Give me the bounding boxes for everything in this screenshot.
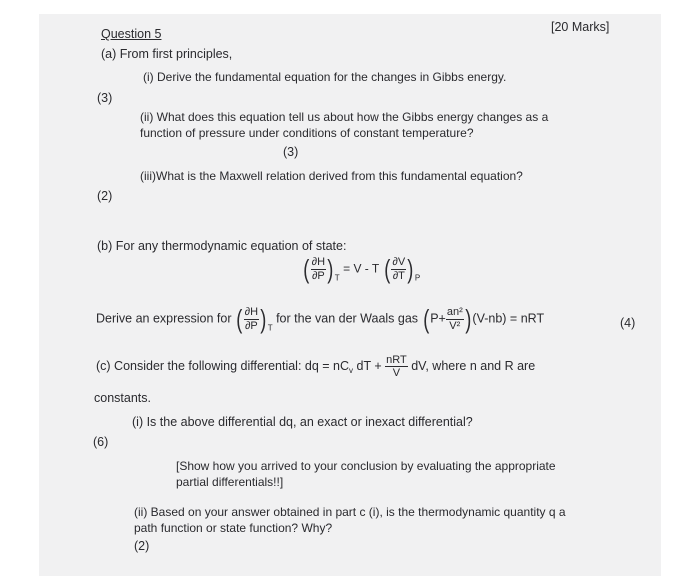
frac-num-dH: ∂H bbox=[311, 256, 326, 269]
nRT-V-fraction bbox=[385, 354, 408, 379]
vdw-rest: (V-nb) = nRT bbox=[472, 311, 545, 326]
part-b-marks: (4) bbox=[620, 316, 636, 330]
right-paren: ) bbox=[465, 304, 472, 334]
question-title: Question 5 bbox=[101, 27, 162, 41]
frac-num-dV: ∂V bbox=[392, 256, 406, 269]
subscript-T-2: T bbox=[267, 323, 273, 333]
dH-dP-fraction bbox=[311, 256, 326, 281]
frac-den-V2: V² bbox=[449, 319, 461, 332]
dV-dT-fraction bbox=[391, 256, 406, 281]
part-a-iii-marks: (2) bbox=[97, 189, 113, 203]
left-paren: ( bbox=[422, 304, 429, 334]
part-a-i-text: (i) Derive the fundamental equation for the changes in Gibbs energy. bbox=[143, 70, 507, 84]
eq-middle: = V - T bbox=[343, 261, 380, 276]
subscript-T: T bbox=[334, 273, 340, 283]
frac-den-V: V bbox=[392, 367, 401, 380]
part-c-ii-line2: path function or state function? Why? bbox=[134, 521, 333, 535]
exam-paper bbox=[39, 14, 661, 576]
part-c-intro-mid: dT + bbox=[356, 358, 382, 373]
derive-line bbox=[96, 306, 544, 332]
part-c-ii-line1: (ii) Based on your answer obtained in part c (i), is the thermodynamic quantity q a bbox=[134, 505, 566, 519]
part-a-iii-text: (iii)What is the Maxwell relation derived from this fundamental equation? bbox=[140, 169, 523, 183]
right-paren: ) bbox=[260, 304, 267, 334]
left-paren: ( bbox=[303, 254, 310, 284]
left-paren: ( bbox=[236, 304, 243, 334]
thermo-equation-of-state bbox=[302, 256, 420, 282]
derive-prefix: Derive an expression for bbox=[96, 311, 232, 326]
subscript-P: P bbox=[414, 273, 421, 283]
frac-den-dT: ∂T bbox=[392, 269, 405, 282]
right-paren: ) bbox=[407, 254, 414, 284]
vdw-P: P+ bbox=[430, 311, 446, 326]
part-c-hint-line1: [Show how you arrived to your conclusion by evaluating the appropriate bbox=[176, 459, 556, 473]
subscript-v: v bbox=[349, 365, 354, 375]
part-c-intro-prefix: (c) Consider the following differential: dq = nC bbox=[96, 358, 350, 373]
frac-num-nRT: nRT bbox=[386, 354, 407, 366]
part-a-i-marks: (3) bbox=[97, 91, 113, 105]
part-a-ii-line2: function of pressure under conditions of constant temperature? bbox=[140, 126, 474, 140]
frac-den-dP-2: ∂P bbox=[244, 319, 258, 332]
part-b-intro: (b) For any thermodynamic equation of state: bbox=[97, 239, 347, 253]
part-c-hint-line2: partial differentials!!] bbox=[176, 475, 284, 489]
frac-num-dH-2: ∂H bbox=[244, 306, 259, 319]
part-a-ii-line1: (ii) What does this equation tell us about how the Gibbs energy changes as a bbox=[140, 110, 549, 124]
derive-mid: for the van der Waals gas bbox=[276, 311, 419, 326]
part-c-intro bbox=[96, 354, 535, 379]
part-c-i-marks: (6) bbox=[93, 435, 109, 449]
part-a-ii-marks: (3) bbox=[283, 145, 299, 159]
frac-den-dP: ∂P bbox=[311, 269, 325, 282]
part-a-intro: (a) From first principles, bbox=[101, 47, 233, 61]
frac-num-an2: an² bbox=[446, 306, 463, 319]
right-paren: ) bbox=[327, 254, 334, 284]
an2-V2-fraction bbox=[446, 306, 464, 331]
part-c-constants: constants. bbox=[94, 391, 151, 405]
total-marks: [20 Marks] bbox=[551, 20, 610, 34]
left-paren: ( bbox=[384, 254, 391, 284]
part-c-intro-suffix: dV, where n and R are bbox=[411, 358, 536, 373]
part-c-ii-marks: (2) bbox=[134, 539, 150, 553]
dH-dP-fraction-2 bbox=[244, 306, 259, 331]
part-c-i-text: (i) Is the above differential dq, an exact or inexact differential? bbox=[132, 415, 473, 429]
